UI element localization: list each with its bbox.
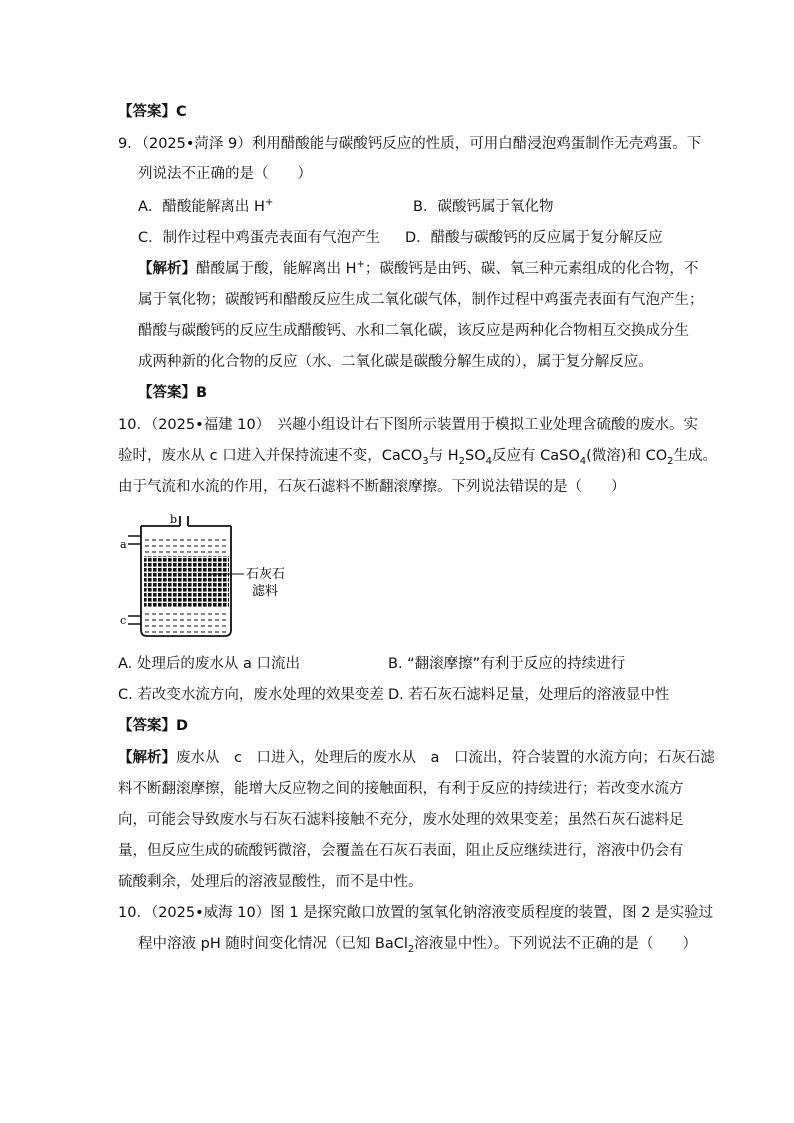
q9-analysis-line-4: 成两种新的化合物的反应（水、二氧化碳是碳酸分解生成的），属于复分解反应。 [138,354,653,370]
water-lower [145,614,228,632]
q10a-option-b: B. “翻滚摩擦”有利于反应的持续进行 [388,656,626,672]
q9-option-d: D．醋酸与碳酸钙的反应属于复分解反应 [405,230,663,246]
q10a-option-d: D. 若石灰石滤料足量，处理后的溶液显中性 [388,687,670,703]
answer-q9: 【答案】B [138,385,208,401]
q10a-analysis-line-4: 量，但反应生成的硫酸钙微溶，会覆盖在石灰石表面，阻止反应继续进行，溶液中仍会有 [118,843,684,859]
q9-analysis-line-2: 属于氧化物；碳酸钙和醋酸反应生成二氧化碳气体，制作过程中鸡蛋壳表面有气泡产生； [138,292,704,308]
q10a-analysis-line-2: 料不断翻滚摩擦，能增大反应物之间的接触面积，有利于反应的持续进行；若改变水流方 [118,781,684,797]
analysis-label: 【解析】 [118,750,176,766]
q10a-option-a: A. 处理后的废水从 a 口流出 [118,656,300,672]
answer-q10a: 【答案】D [118,718,189,734]
water-upper [145,540,228,552]
q10b-stem-line-1: 10．（2025•威海 10）图 1 是探究敞口放置的氢氧化钠溶液变质程度的装置，图 2 是实验过 [118,905,714,921]
label-filter-line-2: 滤料 [252,584,279,599]
q9-stem-line-2: 列说法不正确的是（ ） [138,166,312,182]
q10a-stem-line-1: 10．（2025•福建 10） 兴趣小组设计右下图所示装置用于模拟工业处理含硫酸的废水。实 [118,417,698,433]
q9-option-c: C．制作过程中鸡蛋壳表面有气泡产生 [138,230,381,246]
q10a-stem-line-3: 由于气流和水流的作用，石灰石滤料不断翻滚摩擦。下列说法错误的是（ ） [118,479,626,495]
q10a-analysis-line-3: 向，可能会导致废水与石灰石滤料接触不充分，废水处理的效果变差；虽然石灰石滤料足 [118,812,684,828]
q10a-analysis-line-1: 【解析】废水从 c 口进入，处理后的废水从 a 口流出，符合装置的水流方向；石灰石滤 [118,750,715,766]
q10a-option-c: C. 若改变水流方向，废水处理的效果变差 [118,687,384,703]
q9-option-a: A．醋酸能解离出 H+ [138,197,274,215]
label-b: b [170,513,178,526]
q9-analysis-line-1: 【解析】醋酸属于酸，能解离出 H+；碳酸钙是由钙、碳、氧三种元素组成的化合物，不 [138,259,699,277]
analysis-label: 【解析】 [138,261,196,277]
label-filter-line-1: 石灰石 [246,567,286,582]
label-a: a [120,538,127,551]
label-c: c [120,614,127,627]
q10a-analysis-line-5: 硫酸剩余，处理后的溶液显酸性，而不是中性。 [118,874,423,890]
limestone-filter [144,556,229,608]
q10b-stem-line-2: 程中溶液 pH 随时间变化情况（已知 BaCl$_2$溶液显中性）。下列说法不正确的是（ ） [138,936,698,955]
apparatus-figure [118,508,298,640]
q10a-stem-line-2: 验时，废水从 c 口进入并保持流速不变，CaCO$_3$与 $H_2SO_4$反应有 CaSO$_4$(微溶)和 $CO_2$生成。 [118,448,717,467]
q9-analysis-line-3: 醋酸与碳酸钙的反应生成醋酸钙、水和二氧化碳，该反应是两种化合物相互交换成分生 [138,323,689,339]
answer-q8: 【答案】C [118,104,187,120]
q9-stem-line-1: 9．（2025•菏泽 9）利用醋酸能与碳酸钙反应的性质，可用白醋浸泡鸡蛋制作无壳鸡蛋。下 [118,136,702,152]
q9-option-b: B．碳酸钙属于氧化物 [413,199,554,215]
